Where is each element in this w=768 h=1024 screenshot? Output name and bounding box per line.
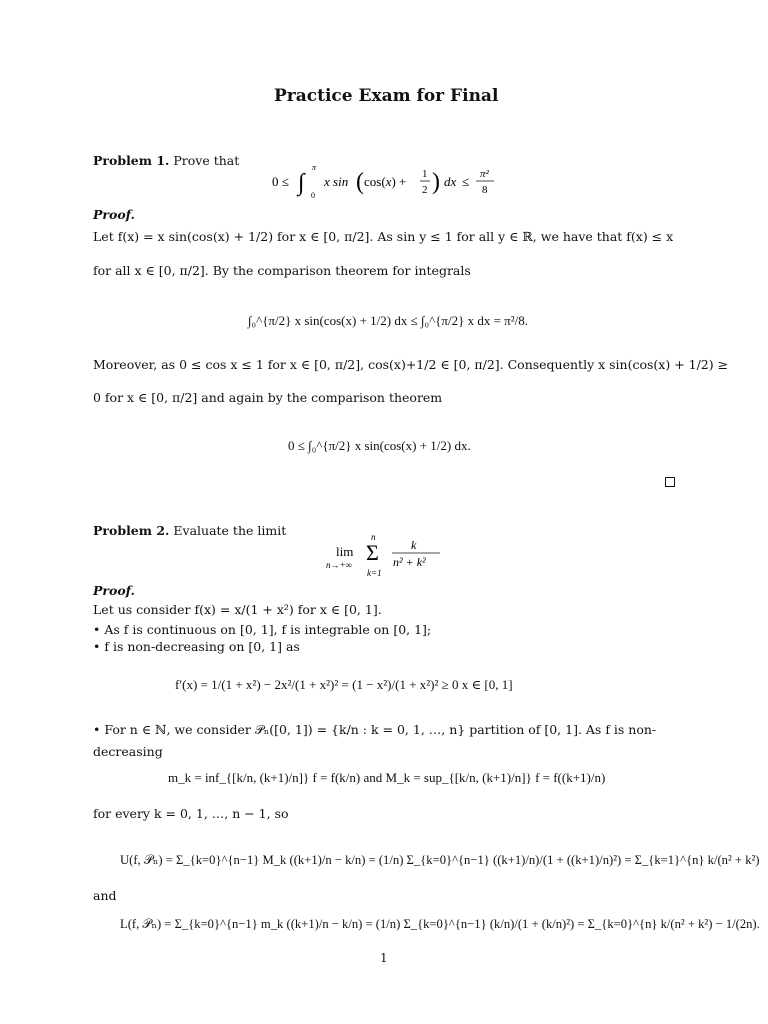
problem-2-bullet-2: • f is non-decreasing on [0, 1] as — [93, 639, 300, 654]
svg-text:n→+∞: n→+∞ — [326, 560, 352, 570]
svg-text:n² + k²: n² + k² — [393, 555, 426, 569]
qed-box — [665, 477, 675, 487]
problem-1-statement — [268, 162, 508, 202]
problem-2-label: Problem 2. — [93, 523, 170, 538]
svg-text:≤: ≤ — [462, 174, 470, 189]
page-title: Practice Exam for Final — [274, 86, 499, 106]
problem-2-prompt: Evaluate the limit — [173, 523, 287, 538]
problem-1-proof-label: Proof. — [93, 207, 135, 222]
problem-1-proof-line-4: 0 for x ∈ [0, π/2] and again by the comparison theorem — [93, 390, 443, 405]
svg-text:): ) — [432, 169, 440, 195]
problem-1-heading — [93, 153, 239, 168]
problem-2-statement — [322, 532, 452, 578]
svg-text:k=1: k=1 — [367, 568, 382, 578]
problem-2-and: and — [93, 888, 117, 903]
problem-1-equation-3: 0 ≤ ∫₀^{π/2} x sin(cos(x) + 1/2) dx. — [288, 438, 471, 453]
svg-text:Σ: Σ — [366, 540, 379, 565]
svg-text:x sin: x sin — [324, 174, 349, 189]
svg-text:0 ≤: 0 ≤ — [272, 174, 289, 189]
svg-text:lim: lim — [336, 544, 354, 559]
svg-text:n: n — [371, 532, 376, 542]
problem-2-bullet-1: • As f is continuous on [0, 1], f is integrable on [0, 1]; — [93, 622, 432, 637]
inf-sup-equation: m_k = inf_{[k/n, (k+1)/n]} f = f(k/n) and M_k = sup_{[k/n, (k+1)/n]} f = f((k+1)/n) — [168, 770, 606, 785]
svg-text:∫: ∫ — [298, 170, 305, 196]
problem-1-prompt: Prove that — [173, 153, 240, 168]
problem-1-proof-line-3: Moreover, as 0 ≤ cos x ≤ 1 for x ∈ [0, π/2], cos(x)+1/2 ∈ [0, π/2]. Consequently x sin(cos(x) + 1/2) ≥ — [93, 357, 729, 372]
problem-1-proof-line-1: Let f(x) = x sin(cos(x) + 1/2) for x ∈ [0, π/2]. As sin y ≤ 1 for all y ∈ ℝ, we have that f(x) ≤ x — [93, 229, 674, 244]
svg-text:(: ( — [356, 169, 364, 195]
problem-2-bullet-3-cont: decreasing — [93, 744, 163, 759]
problem-2-line-every: for every k = 0, 1, …, n − 1, so — [93, 806, 289, 821]
problem-2-proof-line-1: Let us consider f(x) = x/(1 + x²) for x ∈ [0, 1]. — [93, 602, 382, 617]
svg-text:0: 0 — [311, 191, 315, 200]
svg-text:1: 1 — [422, 168, 428, 180]
derivative-equation: f′(x) = 1/(1 + x²) − 2x²/(1 + x²)² = (1 − x²)/(1 + x²)² ≥ 0 x ∈ [0, 1] — [175, 677, 513, 692]
problem-1-proof-line-2: for all x ∈ [0, π/2]. By the comparison theorem for integrals — [93, 263, 471, 278]
problem-1-equation-2: ∫₀^{π/2} x sin(cos(x) + 1/2) dx ≤ ∫₀^{π/2} x dx = π²/8. — [248, 313, 528, 328]
svg-text:π: π — [312, 163, 317, 172]
upper-sum-equation: U(f, 𝒫ₙ) = Σ_{k=0}^{n−1} M_k ((k+1)/n − k/n) = (1/n) Σ_{k=0}^{n−1} ((k+1)/n)/(1 + ((k+1)/n)²) = Σ_{k=1}^{n} k/(n² + k²) — [120, 852, 760, 867]
problem-2-bullet-3: • For n ∈ ℕ, we consider 𝒫ₙ([0, 1]) = {k/n : k = 0, 1, …, n} partition of [0, 1]. As f is non- — [93, 722, 657, 737]
svg-text:π²: π² — [480, 168, 489, 180]
lower-sum-equation: L(f, 𝒫ₙ) = Σ_{k=0}^{n−1} m_k ((k+1)/n − k/n) = (1/n) Σ_{k=0}^{n−1} (k/n)/(1 + (k/n)²) = Σ_{k=0}^{n} k/(n² + k²) − 1/(2n). — [120, 916, 760, 931]
svg-text:2: 2 — [422, 184, 428, 196]
problem-2-heading — [93, 523, 286, 538]
problem-2-proof-label: Proof. — [93, 583, 135, 598]
svg-text:8: 8 — [482, 184, 488, 196]
svg-text:dx: dx — [444, 174, 457, 189]
problem-1-label: Problem 1. — [93, 153, 170, 168]
page-number: 1 — [380, 951, 388, 965]
svg-text:cos(x) +: cos(x) + — [364, 174, 407, 189]
svg-text:k: k — [411, 538, 417, 552]
